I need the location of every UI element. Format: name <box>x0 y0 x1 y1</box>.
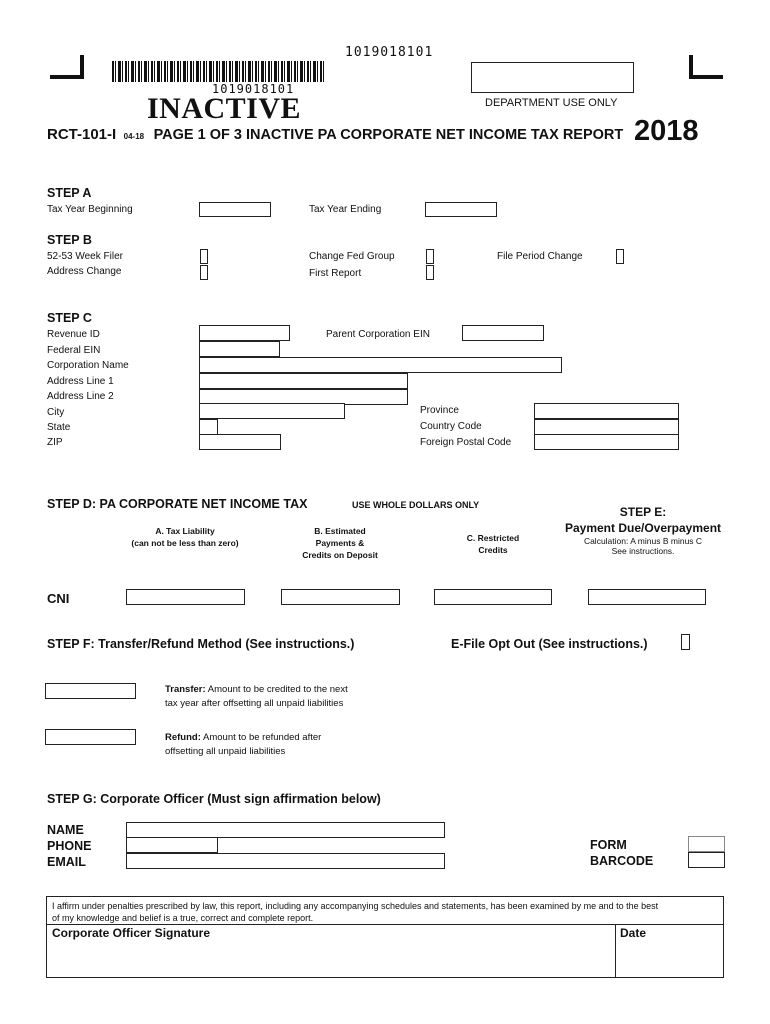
date-divider <box>615 924 616 977</box>
signature-field[interactable] <box>48 942 613 976</box>
corner-mark-left <box>50 55 84 79</box>
col-b-line-1: B. Estimated <box>314 526 366 536</box>
change-fed-group-checkbox[interactable] <box>426 249 434 264</box>
refund-text-2: offsetting all unpaid liabilities <box>165 746 286 757</box>
col-a-line-2: (can not be less than zero) <box>131 538 239 548</box>
col-c-line-2: Credits <box>478 545 508 555</box>
refund-description <box>165 731 321 759</box>
form-title: PAGE 1 OF 3 INACTIVE PA CORPORATE NET INCOME TAX REPORT <box>153 127 624 143</box>
step-e-header <box>553 505 733 556</box>
affirmation-text <box>52 900 722 924</box>
first-report-checkbox[interactable] <box>426 265 434 280</box>
file-period-change-checkbox[interactable] <box>616 249 624 264</box>
zip-input[interactable] <box>199 434 281 450</box>
signature-divider <box>47 924 723 925</box>
col-c-header <box>443 532 543 556</box>
foreign-postal-input[interactable] <box>534 434 679 450</box>
week-filer-label: 52-53 Week Filer <box>47 251 123 262</box>
step-b-heading: STEP B <box>47 233 92 247</box>
change-fed-group-label: Change Fed Group <box>309 251 395 262</box>
phone-label: PHONE <box>47 839 92 853</box>
step-e-see: See instructions. <box>611 546 675 556</box>
department-use-label: DEPARTMENT USE ONLY <box>485 97 618 109</box>
transfer-label: Transfer: <box>165 684 206 695</box>
form-barcode-box-2 <box>688 852 725 868</box>
col-b-header <box>280 525 400 561</box>
tax-year-beginning-label: Tax Year Beginning <box>47 204 133 215</box>
restricted-credits-input[interactable] <box>434 589 552 605</box>
estimated-payments-input[interactable] <box>281 589 400 605</box>
first-report-label: First Report <box>309 268 362 279</box>
province-input[interactable] <box>534 403 679 419</box>
state-input[interactable] <box>199 419 218 435</box>
form-revision: 04-18 <box>123 132 145 141</box>
tax-year-ending-input[interactable] <box>425 202 497 217</box>
parent-ein-input[interactable] <box>462 325 544 341</box>
whole-dollars-note: USE WHOLE DOLLARS ONLY <box>352 500 480 510</box>
tax-liability-input[interactable] <box>126 589 245 605</box>
step-c-heading: STEP C <box>47 311 92 325</box>
form-title-line <box>47 126 623 144</box>
inactive-status: INACTIVE <box>147 92 302 125</box>
transfer-amount-input[interactable] <box>45 683 136 699</box>
email-label: EMAIL <box>47 855 86 869</box>
country-code-input[interactable] <box>534 419 679 435</box>
form-id: RCT-101-I <box>47 126 117 143</box>
name-label: NAME <box>47 823 84 837</box>
tax-year-beginning-input[interactable] <box>199 202 271 217</box>
affirmation-line-1: I affirm under penalties prescribed by law, this report, including any accompanying schedules and statements, has been examined by me and to the best <box>52 901 659 911</box>
step-e-calc: Calculation: A minus B minus C <box>583 536 703 546</box>
transfer-text-1: Amount to be credited to the next <box>207 684 348 695</box>
address-change-label: Address Change <box>47 266 122 277</box>
department-use-box <box>471 62 634 93</box>
name-input[interactable] <box>126 822 445 838</box>
phone-input[interactable] <box>126 837 218 853</box>
city-label: City <box>47 407 65 418</box>
refund-line-1 <box>165 731 321 745</box>
file-period-change-label: File Period Change <box>497 251 583 262</box>
week-filer-checkbox[interactable] <box>200 249 208 264</box>
transfer-text-2: tax year after offsetting all unpaid liabilities <box>165 698 344 709</box>
col-b-line-3: Credits on Deposit <box>302 550 378 560</box>
zip-label: ZIP <box>47 437 63 448</box>
transfer-description <box>165 683 348 711</box>
refund-amount-input[interactable] <box>45 729 136 745</box>
federal-ein-label: Federal EIN <box>47 345 101 356</box>
revenue-id-input[interactable] <box>199 325 290 341</box>
parent-ein-label: Parent Corporation EIN <box>326 329 430 340</box>
address-line-2-label: Address Line 2 <box>47 391 114 402</box>
refund-text-1: Amount to be refunded after <box>203 732 322 743</box>
col-c-line-1: C. Restricted <box>466 533 520 543</box>
step-f-heading: STEP F: Transfer/Refund Method (See instructions.) <box>47 637 355 651</box>
payment-due-input[interactable] <box>588 589 706 605</box>
date-field[interactable] <box>617 942 722 976</box>
signature-label: Corporate Officer Signature <box>52 926 211 940</box>
state-label: State <box>47 422 71 433</box>
email-input[interactable] <box>126 853 445 869</box>
tax-year-ending-label: Tax Year Ending <box>309 204 382 215</box>
step-e-subheading: Payment Due/Overpayment <box>564 521 722 535</box>
city-input[interactable] <box>199 403 345 419</box>
country-code-label: Country Code <box>420 421 482 432</box>
address-change-checkbox[interactable] <box>200 265 208 280</box>
col-a-line-1: A. Tax Liability <box>155 526 215 536</box>
cni-label: CNI <box>47 591 70 606</box>
top-code: 1019018101 <box>345 45 434 60</box>
step-e-heading: STEP E: <box>619 505 667 519</box>
corner-mark-right <box>689 55 723 79</box>
transfer-line-1 <box>165 683 348 697</box>
address-line-1-label: Address Line 1 <box>47 376 114 387</box>
barcode-code: 1019018101 <box>212 82 295 96</box>
refund-label: Refund: <box>165 732 201 743</box>
col-b-line-2: Payments & <box>315 538 365 548</box>
address-line-1-input[interactable] <box>199 373 408 389</box>
form-barcode-box-1 <box>688 836 725 852</box>
federal-ein-input[interactable] <box>199 341 280 357</box>
affirmation-box <box>46 896 724 978</box>
barcode-label: BARCODE <box>590 854 654 868</box>
foreign-postal-label: Foreign Postal Code <box>420 437 512 448</box>
province-label: Province <box>420 405 459 416</box>
date-label: Date <box>620 926 647 940</box>
tax-year: 2018 <box>634 115 699 147</box>
step-g-heading: STEP G: Corporate Officer (Must sign affirmation below) <box>47 792 381 806</box>
step-a-heading: STEP A <box>47 186 92 200</box>
efile-opt-out-checkbox[interactable] <box>681 634 690 650</box>
form-label: FORM <box>590 838 627 852</box>
corporation-name-input[interactable] <box>199 357 562 373</box>
revenue-id-label: Revenue ID <box>47 329 100 340</box>
col-a-header <box>105 525 265 549</box>
corporation-name-label: Corporation Name <box>47 360 129 371</box>
efile-opt-out-label: E-File Opt Out (See instructions.) <box>451 637 648 651</box>
step-d-heading: STEP D: PA CORPORATE NET INCOME TAX <box>47 497 308 511</box>
barcode <box>112 61 324 82</box>
affirmation-line-2: of my knowledge and belief is a true, correct and complete report. <box>52 913 314 923</box>
